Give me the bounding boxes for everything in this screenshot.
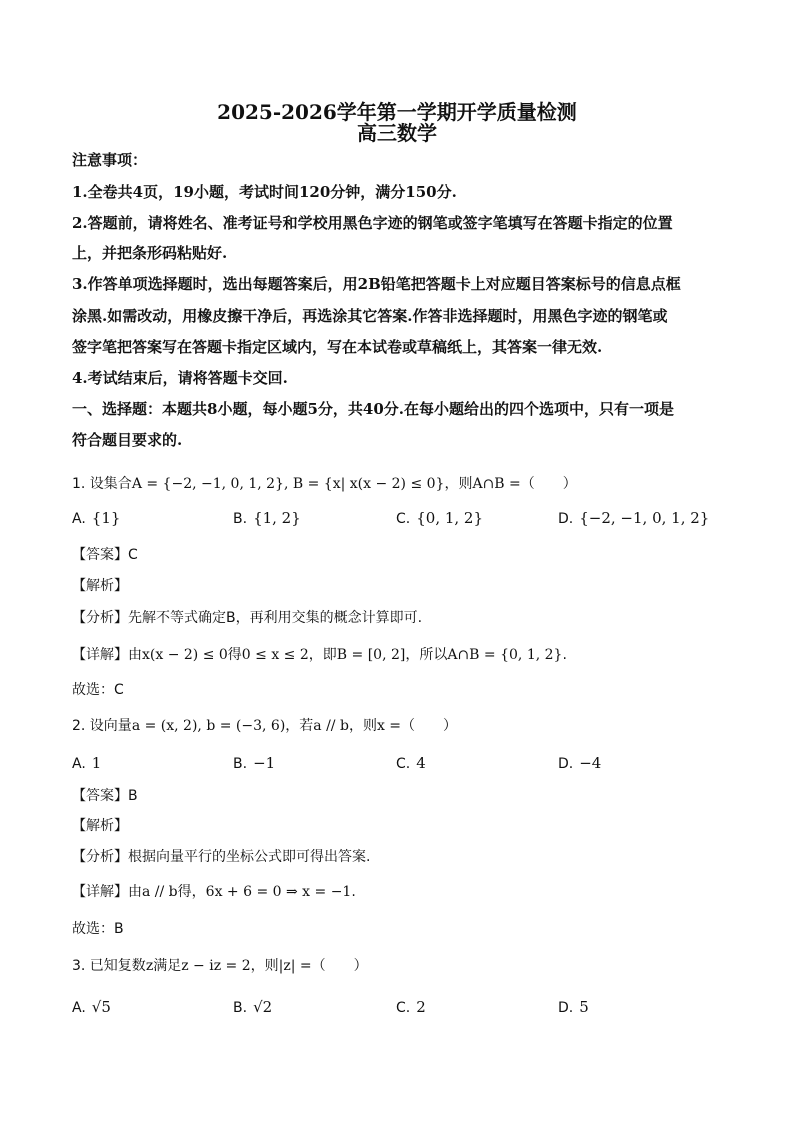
- q2-answer: 【答案】B: [72, 788, 138, 804]
- q3-option-b: [233, 997, 272, 1018]
- section-heading: 一、选择题：本题共8小题，每小题5分，共40分.在每小题给出的四个选项中，只有一项是: [72, 400, 674, 418]
- notice-item-1: 1.全卷共4页，19小题，考试时间120分钟，满分150分.: [72, 183, 457, 201]
- detail-end: .: [562, 647, 567, 663]
- q3-mid2: ，则: [250, 958, 279, 974]
- option-label: C.: [396, 511, 411, 527]
- q2-analysis-title: 【解析】: [72, 818, 128, 834]
- option-label: B.: [233, 511, 248, 527]
- option-label: A.: [72, 756, 86, 772]
- notice-item-3-cont: 涂黑.如需改动，用橡皮擦干净后，再选涂其它答案.作答非选择题时，用黑色字迹的钢笔或: [72, 307, 668, 325]
- q3-option-c: [396, 997, 426, 1018]
- q2-vec-a: a = (x, 2): [131, 718, 198, 734]
- q1-option-d: [558, 508, 709, 529]
- q1-prefix: 1. 设集合: [72, 476, 132, 492]
- q1-set-b: , B = {x| x(x − 2) ≤ 0}: [283, 476, 445, 492]
- q1-option-a: [72, 508, 120, 529]
- detail-math-3: B = [0, 2]: [336, 647, 406, 663]
- option-label: C.: [396, 756, 411, 772]
- q3-var: z: [145, 958, 154, 974]
- notice-item-2: 2.答题前，请将姓名、准考证号和学校用黑色字迹的钢笔或签字笔填写在答题卡指定的位置: [72, 214, 673, 232]
- q2-mid2: ，则: [348, 718, 377, 734]
- detail-text-3: ，所以: [405, 647, 448, 663]
- option-value: −4: [579, 754, 602, 772]
- q2-analysis: 【分析】根据向量平行的坐标公式即可得出答案.: [72, 849, 371, 865]
- detail-math-4: A∩B = {0, 1, 2}: [447, 647, 563, 663]
- option-value: 1: [91, 754, 102, 772]
- q3-cond: z − iz = 2: [181, 958, 251, 974]
- detail-text-2: ，即: [308, 647, 337, 663]
- detail-math-1: x(x − 2) ≤ 0: [142, 647, 228, 663]
- q2-option-d: [558, 753, 601, 774]
- notice-item-3: 3.作答单项选择题时，选出每题答案后，用2B铅笔把答题卡上对应题目答案标号的信息点框: [72, 275, 681, 293]
- option-label: A.: [72, 511, 86, 527]
- q3-prefix: 3. 已知复数: [72, 958, 146, 974]
- q1-analysis: 【分析】先解不等式确定B，再利用交集的概念计算即可.: [72, 610, 423, 626]
- q1-option-b: [233, 508, 301, 529]
- q1-analysis-title: 【解析】: [72, 578, 128, 594]
- option-label: B.: [233, 1000, 248, 1016]
- detail-prefix: 【详解】由: [72, 647, 142, 663]
- q1-option-c: [396, 508, 483, 529]
- q1-detail: [72, 645, 567, 665]
- option-value: {0, 1, 2}: [416, 509, 484, 527]
- exam-title: 2025-2026学年第一学期开学质量检测: [217, 100, 577, 124]
- option-label: D.: [558, 511, 574, 527]
- q3-mid: 满足: [153, 958, 182, 974]
- option-value: 4: [416, 754, 426, 772]
- notice-item-3-cont2: 签字笔把答案写在答题卡指定区域内，写在本试卷或草稿纸上，其答案一律无效.: [72, 338, 603, 356]
- q2-mid: ，若: [285, 718, 314, 734]
- option-value: {1, 2}: [253, 509, 301, 527]
- option-label: D.: [558, 756, 574, 772]
- detail-math-2: 6x + 6 = 0 ⇒ x = −1: [205, 884, 352, 900]
- q2-vec-b: , b = (−3, 6): [197, 718, 286, 734]
- q2-prefix: 2. 设向量: [72, 718, 132, 734]
- question-2-stem: [72, 716, 457, 736]
- q2-cond: a // b: [313, 718, 349, 734]
- option-label: A.: [72, 1000, 86, 1016]
- q1-expr: A∩B =: [472, 476, 521, 492]
- detail-math-2: 0 ≤ x ≤ 2: [241, 647, 309, 663]
- q2-expr: x =: [376, 718, 402, 734]
- detail-text-1: 得，: [177, 884, 206, 900]
- option-label: B.: [233, 756, 248, 772]
- option-value: 5: [579, 998, 589, 1016]
- question-1-stem: [72, 474, 577, 494]
- q3-expr: |z| =: [278, 958, 312, 974]
- q2-option-a: [72, 753, 101, 774]
- q1-suffix: （ ）: [520, 476, 577, 492]
- detail-prefix: 【详解】由: [72, 884, 142, 900]
- option-value: {1}: [91, 509, 121, 527]
- q2-suffix: （ ）: [401, 718, 458, 734]
- q2-option-b: [233, 753, 275, 774]
- section-heading-cont: 符合题目要求的.: [72, 431, 183, 449]
- option-value: −1: [253, 754, 276, 772]
- option-value: {−2, −1, 0, 1, 2}: [579, 509, 710, 527]
- detail-end: .: [351, 884, 356, 900]
- option-value: √2: [253, 998, 273, 1016]
- option-value: 2: [416, 998, 426, 1016]
- q1-set-a: A = {−2, −1, 0, 1, 2}: [131, 476, 284, 492]
- q2-detail: [72, 882, 356, 902]
- detail-math-1: a // b: [142, 884, 178, 900]
- q2-option-c: [396, 753, 426, 774]
- question-3-stem: [72, 956, 368, 976]
- q1-mid: ，则: [444, 476, 473, 492]
- q3-option-a: [72, 997, 111, 1018]
- notice-item-4: 4.考试结束后，请将答题卡交回.: [72, 369, 288, 387]
- q3-suffix: （ ）: [311, 958, 368, 974]
- notice-item-2-cont: 上，并把条形码粘贴好.: [72, 244, 228, 262]
- option-value: √5: [91, 998, 111, 1016]
- q1-conclusion: 故选：C: [72, 682, 124, 698]
- exam-subtitle: 高三数学: [357, 121, 437, 145]
- detail-text-1: 得: [227, 647, 242, 663]
- notice-heading: 注意事项：: [72, 151, 148, 169]
- q3-option-d: [558, 997, 589, 1018]
- q1-answer: 【答案】C: [72, 547, 138, 563]
- option-label: C.: [396, 1000, 411, 1016]
- option-label: D.: [558, 1000, 574, 1016]
- q2-conclusion: 故选：B: [72, 921, 124, 937]
